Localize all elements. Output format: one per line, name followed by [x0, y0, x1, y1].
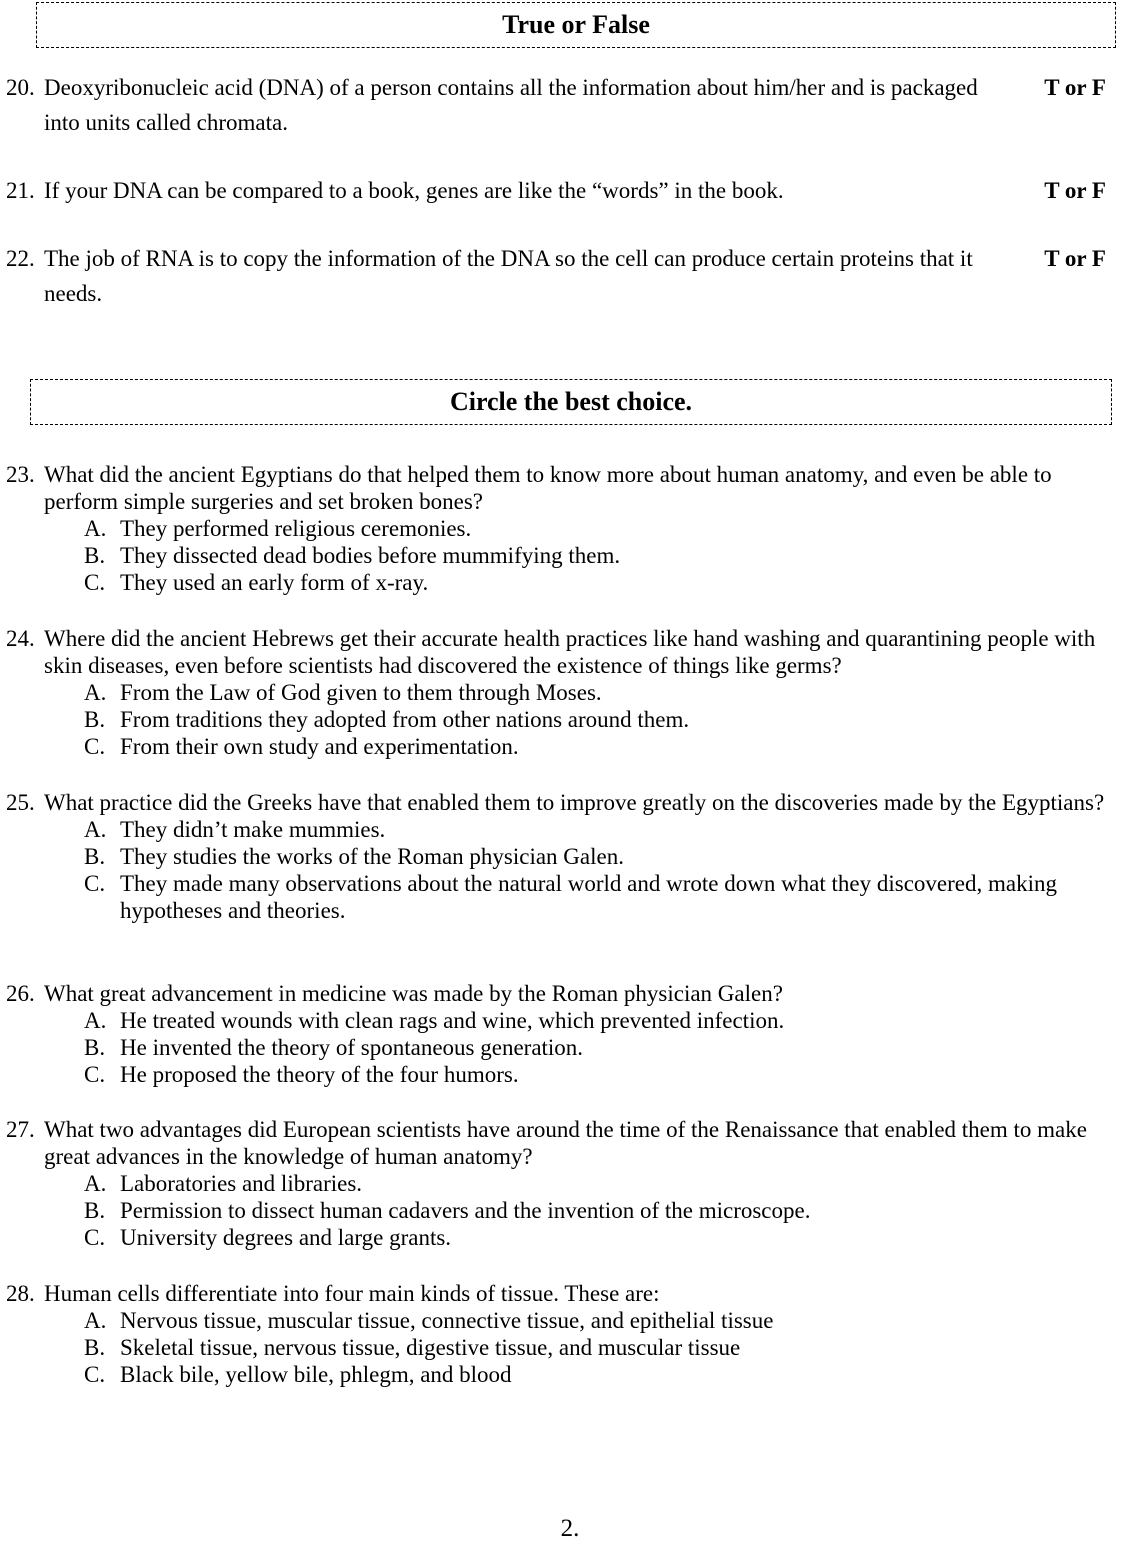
mc-option-a[interactable]: [6, 679, 1131, 706]
option-letter: A.: [84, 817, 107, 842]
option-letter: B.: [84, 1198, 106, 1223]
mc-question: [6, 980, 1131, 1007]
option-letter: C.: [84, 1225, 106, 1250]
mc-option-b[interactable]: [6, 1197, 1131, 1224]
option-letter: A.: [84, 516, 107, 541]
mc-option-c[interactable]: [6, 1061, 1131, 1088]
option-text: They made many observations about the natural world and wrote down what they discovered, making hypotheses and theories.: [120, 871, 1057, 923]
option-letter: A.: [84, 1008, 107, 1033]
mc-number: 25.: [6, 790, 35, 815]
mc-number: 24.: [6, 626, 35, 651]
option-letter: C.: [84, 734, 106, 759]
mc-option-a[interactable]: [6, 515, 1131, 542]
option-text: He invented the theory of spontaneous generation.: [120, 1035, 584, 1060]
mc-question-text: What did the ancient Egyptians do that helped them to know more about human anatomy, and even be able to perform simple surgeries and set broken bones?: [44, 462, 1052, 514]
option-letter: C.: [84, 1362, 106, 1387]
true-false-header: [36, 2, 1116, 48]
tf-number: 20.: [6, 75, 35, 100]
mc-question: [6, 461, 1131, 515]
tf-number: 21.: [6, 178, 35, 203]
tf-statement: If your DNA can be compared to a book, genes are like the “words” in the book.: [44, 178, 784, 203]
mc-question-text: What practice did the Greeks have that enabled them to improve greatly on the discoveries made by the Egyptians?: [44, 790, 1105, 815]
mc-option-b[interactable]: [6, 1034, 1131, 1061]
option-text: He treated wounds with clean rags and wine, which prevented infection.: [120, 1008, 785, 1033]
mc-item-23: [6, 461, 1131, 596]
mc-option-a[interactable]: [6, 1307, 1131, 1334]
option-text: They performed religious ceremonies.: [120, 516, 472, 541]
tf-item-20: [6, 70, 1116, 140]
tf-answer-choice[interactable]: T or F: [1044, 75, 1106, 100]
option-text: From their own study and experimentation.: [120, 734, 519, 759]
option-letter: B.: [84, 1035, 106, 1060]
true-false-title: True or False: [502, 10, 650, 39]
option-letter: B.: [84, 543, 106, 568]
option-letter: A.: [84, 680, 107, 705]
mc-question-text: What two advantages did European scientists have around the time of the Renaissance that enabled them to make great advances in the knowledge of human anatomy?: [44, 1117, 1087, 1169]
option-letter: A.: [84, 1171, 107, 1196]
mc-option-c[interactable]: [6, 569, 1131, 596]
mc-question-text: What great advancement in medicine was made by the Roman physician Galen?: [44, 981, 783, 1006]
mc-option-c[interactable]: [6, 1224, 1131, 1251]
mc-option-c[interactable]: [6, 870, 1131, 924]
option-text: They studies the works of the Roman physician Galen.: [120, 844, 624, 869]
tf-item-22: [6, 241, 1116, 311]
mc-item-24: [6, 625, 1131, 760]
mc-option-a[interactable]: [6, 1170, 1131, 1197]
option-text: Permission to dissect human cadavers and the invention of the microscope.: [120, 1198, 811, 1223]
option-letter: C.: [84, 1062, 106, 1087]
option-text: From traditions they adopted from other nations around them.: [120, 707, 690, 732]
mc-number: 27.: [6, 1117, 35, 1142]
mc-question: [6, 789, 1131, 816]
mc-option-b[interactable]: [6, 843, 1131, 870]
tf-statement: Deoxyribonucleic acid (DNA) of a person contains all the information about him/her and is packaged into units called chromata.: [44, 75, 978, 135]
mc-item-26: [6, 980, 1131, 1088]
mc-number: 23.: [6, 462, 35, 487]
multiple-choice-header: [30, 379, 1112, 425]
mc-question: [6, 625, 1131, 679]
mc-item-27: [6, 1116, 1131, 1251]
tf-answer-choice[interactable]: T or F: [1044, 246, 1106, 271]
option-text: They dissected dead bodies before mummifying them.: [120, 543, 621, 568]
option-letter: B.: [84, 844, 106, 869]
tf-answer-choice[interactable]: T or F: [1044, 178, 1106, 203]
page-number: 2.: [560, 1515, 580, 1542]
mc-option-a[interactable]: [6, 816, 1131, 843]
option-text: Skeletal tissue, nervous tissue, digestive tissue, and muscular tissue: [120, 1335, 741, 1360]
option-text: They didn’t make mummies.: [120, 817, 386, 842]
option-text: They used an early form of x-ray.: [120, 570, 429, 595]
mc-item-28: [6, 1280, 1131, 1388]
option-text: From the Law of God given to them through Moses.: [120, 680, 602, 705]
mc-option-b[interactable]: [6, 542, 1131, 569]
mc-option-b[interactable]: [6, 1334, 1131, 1361]
option-text: Black bile, yellow bile, phlegm, and blood: [120, 1362, 512, 1387]
mc-number: 28.: [6, 1281, 35, 1306]
option-letter: A.: [84, 1308, 107, 1333]
mc-option-c[interactable]: [6, 733, 1131, 760]
mc-option-c[interactable]: [6, 1361, 1131, 1388]
tf-statement: The job of RNA is to copy the information of the DNA so the cell can produce certain proteins that it needs.: [44, 246, 973, 306]
multiple-choice-title: Circle the best choice.: [449, 387, 693, 416]
tf-number: 22.: [6, 246, 35, 271]
mc-option-b[interactable]: [6, 706, 1131, 733]
mc-item-25: [6, 789, 1131, 924]
option-text: He proposed the theory of the four humors.: [120, 1062, 519, 1087]
mc-question: [6, 1116, 1131, 1170]
option-text: Nervous tissue, muscular tissue, connective tissue, and epithelial tissue: [120, 1308, 774, 1333]
option-text: University degrees and large grants.: [120, 1225, 452, 1250]
mc-question: [6, 1280, 1131, 1307]
option-letter: C.: [84, 570, 106, 595]
option-letter: B.: [84, 707, 106, 732]
mc-option-a[interactable]: [6, 1007, 1131, 1034]
mc-question-text: Human cells differentiate into four main kinds of tissue. These are:: [44, 1281, 660, 1306]
option-letter: B.: [84, 1335, 106, 1360]
mc-question-text: Where did the ancient Hebrews get their accurate health practices like hand washing and quarantining people with skin diseases, even before scientists had discovered the existence of things like germs?: [44, 626, 1096, 678]
option-letter: C.: [84, 871, 106, 896]
mc-number: 26.: [6, 981, 35, 1006]
option-text: Laboratories and libraries.: [120, 1171, 363, 1196]
tf-item-21: [6, 173, 1116, 208]
